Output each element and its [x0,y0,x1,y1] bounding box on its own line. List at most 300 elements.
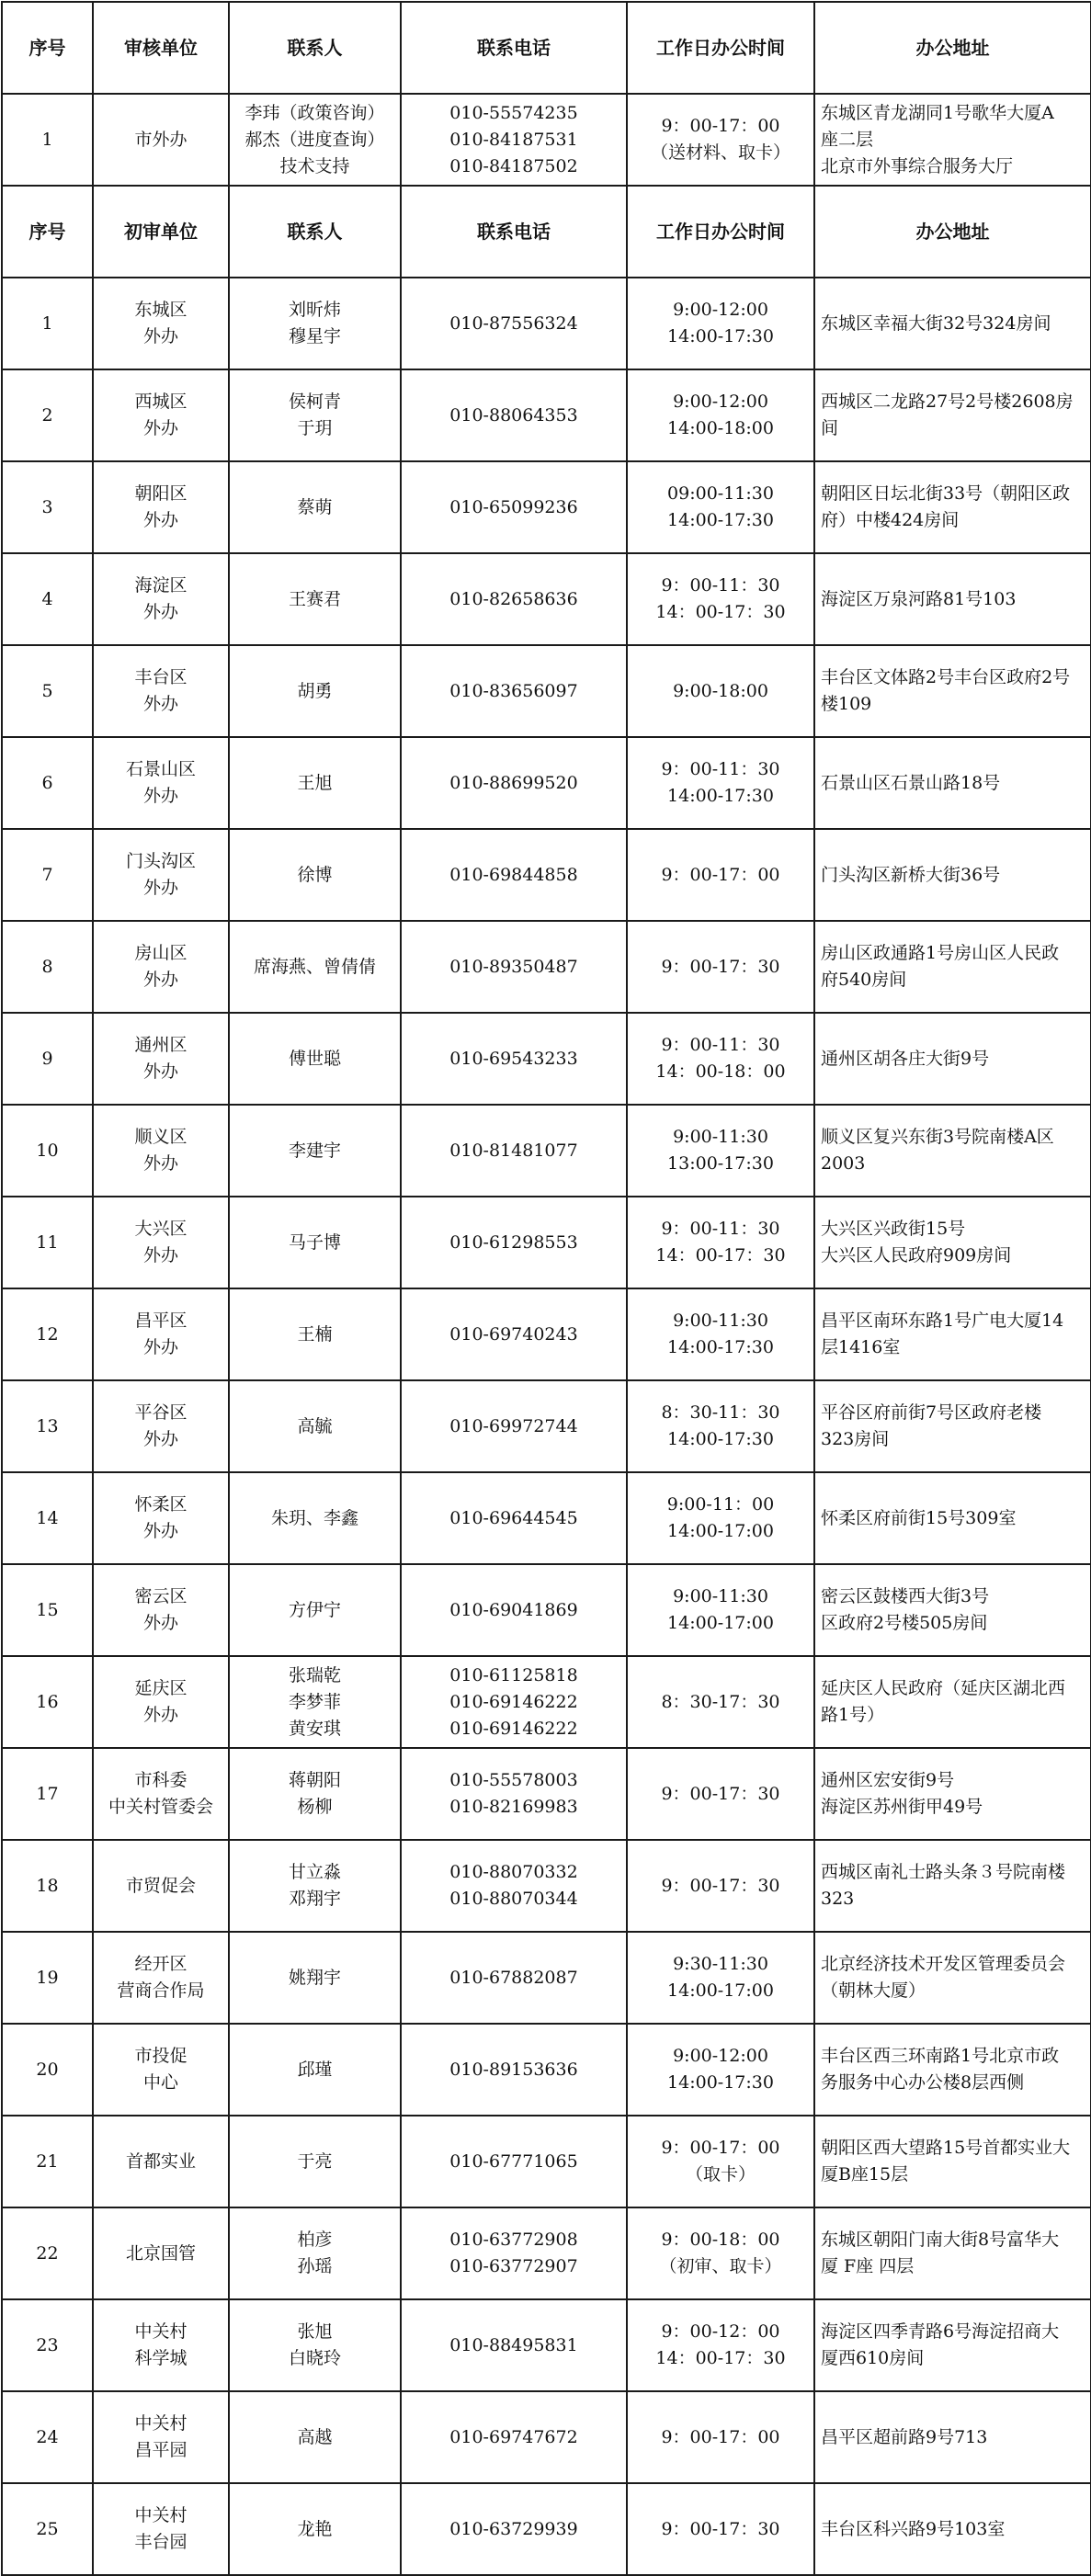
hours-line: 9：00-17：30 [661,1875,780,1896]
header-contact: 联系人 [229,2,401,94]
cell-unit [93,645,229,737]
cell-unit [93,2207,229,2299]
hours-line: 14:00-17:00 [667,1613,774,1633]
cell-unit [93,1380,229,1472]
address-line: 丰台区西三环南路1号北京市政 [821,2046,1060,2066]
table-row [2,737,1091,829]
cell-unit [93,369,229,461]
cell-phones [401,1472,627,1564]
hours-line: 14:00-17:30 [667,510,774,530]
phone-line: 010-63729939 [449,2518,578,2539]
table-row [2,1472,1091,1564]
cell-phones [401,1197,627,1288]
cell-contacts [229,2483,401,2575]
cell-contacts [229,1932,401,2024]
contact-line: 王旭 [297,772,333,793]
unit-line: 外办 [142,1705,178,1725]
cell-unit [93,1564,229,1656]
phone-line: 010-67882087 [449,1967,578,1988]
header-no: 序号 [2,2,93,94]
cell-phones [401,1656,627,1748]
contact-line: 朱玥、李鑫 [270,1507,358,1528]
contact-line: 方伊宁 [288,1599,341,1620]
cell-phones [401,1748,627,1840]
cell-contacts [229,1105,401,1197]
address-line: 昌平区南环东路1号广电大厦14 [821,1311,1064,1331]
unit-line: 外办 [142,878,178,898]
cell-no: 13 [2,1380,93,1472]
address-line: 府540房间 [821,970,907,990]
contact-line: 王赛君 [288,588,341,609]
unit-line: 外办 [142,694,178,714]
hours-line: 14:00-17:00 [667,1521,774,1541]
unit-line: 市外办 [134,129,188,150]
unit-line: 外办 [142,602,178,622]
cell-phones [401,645,627,737]
cell-address [814,829,1091,921]
contact-line: 张瑞乾 [288,1664,341,1685]
phone-line: 010-69844858 [449,864,578,885]
cell-address [814,2116,1091,2207]
cell-hours [627,1748,814,1840]
cell-phones [401,1013,627,1105]
table-row [2,1656,1091,1748]
contact-line: 郝杰（进度查询） [244,129,385,150]
cell-hours [627,2207,814,2299]
hours-line: 9：00-18：00 [661,2230,780,2250]
hours-line: 9:30-11:30 [673,1954,768,1974]
header-address: 办公地址 [814,186,1091,278]
phone-line: 010-69543233 [449,1048,578,1069]
cell-contacts [229,1748,401,1840]
cell-address [814,1932,1091,2024]
header-no: 序号 [2,186,93,278]
unit-line: 昌平区 [134,1311,188,1331]
cell-phones [401,2207,627,2299]
unit-line: 通州区 [134,1035,188,1055]
cell-unit [93,2299,229,2391]
cell-hours [627,645,814,737]
table-row [2,2391,1091,2483]
cell-unit [93,1197,229,1288]
cell-phones [401,369,627,461]
cell-unit [93,461,229,553]
cell-unit [93,1013,229,1105]
address-line: 通州区宏安街9号 [821,1770,955,1790]
unit-line: 科学城 [134,2348,188,2368]
address-line: 座二层 [821,129,874,150]
address-line: 门头沟区新桥大街36号 [821,864,1001,885]
cell-hours [627,1472,814,1564]
hours-line: 9:00-11：00 [666,1494,775,1515]
contact-line: 穆星宇 [288,326,341,346]
address-line: 西城区二龙路27号2号楼2608房 [821,392,1074,412]
unit-line: 中心 [142,2072,178,2093]
cell-unit [93,737,229,829]
cell-contacts [229,2299,401,2391]
cell-address [814,1105,1091,1197]
cell-phones [401,2024,627,2116]
table-row [2,1840,1091,1932]
cell-unit [93,2483,229,2575]
contact-line: 李建宇 [288,1140,341,1161]
unit-line: 房山区 [134,943,188,963]
cell-address [814,2299,1091,2391]
phone-line: 010-61125818 [449,1664,578,1685]
cell-no: 11 [2,1197,93,1288]
cell-hours [627,2483,814,2575]
phone-line: 010-81481077 [449,1140,578,1161]
contact-line: 马子博 [288,1231,341,1253]
cell-no: 6 [2,737,93,829]
address-line: 层1416室 [821,1337,901,1357]
phone-line: 010-83656097 [449,680,578,701]
cell-unit [93,1840,229,1932]
cell-contacts [229,1013,401,1105]
cell-address [814,1748,1091,1840]
contact-line: 杨柳 [297,1797,333,1817]
contact-table [1,1,1091,2576]
address-line: 朝阳区西大望路15号首都实业大 [821,2138,1071,2158]
address-line: 厦 F座 四层 [821,2256,915,2276]
contact-line: 姚翔宇 [288,1967,341,1988]
cell-phones [401,2299,627,2391]
cell-contacts [229,461,401,553]
table-row [2,921,1091,1013]
table-row [2,645,1091,737]
hours-line: 9：00-17：00 [661,116,780,136]
address-line: 厦西610房间 [821,2348,925,2368]
address-line: 房山区政通路1号房山区人民政 [821,943,1060,963]
address-line: 323 [821,1889,855,1909]
hours-line: 14:00-17:30 [667,1337,774,1357]
cell-phones [401,737,627,829]
phone-line: 010-69146222 [449,1718,578,1739]
table-row [2,2299,1091,2391]
unit-line: 外办 [142,1613,178,1633]
table-row [2,1380,1091,1472]
cell-hours [627,1105,814,1197]
phone-line: 010-69146222 [449,1691,578,1712]
table-row [2,2207,1091,2299]
phone-line: 010-63772908 [449,2230,578,2250]
cell-no: 22 [2,2207,93,2299]
table-row [2,1564,1091,1656]
cell-contacts [229,369,401,461]
phone-line: 010-82169983 [449,1797,578,1817]
cell-hours [627,1013,814,1105]
contact-line: 白晓玲 [288,2348,341,2368]
header-contact: 联系人 [229,186,401,278]
unit-line: 市科委 [134,1770,188,1790]
cell-no: 16 [2,1656,93,1748]
cell-contacts [229,2024,401,2116]
contact-line: 席海燕、曾倩倩 [253,956,376,977]
cell-phones [401,2391,627,2483]
unit-line: 市投促 [134,2046,188,2066]
cell-unit [93,1656,229,1748]
cell-no: 2 [2,369,93,461]
cell-hours [627,553,814,645]
phone-line: 010-89153636 [449,2059,578,2080]
cell-address [814,1288,1091,1380]
cell-hours [627,1288,814,1380]
cell-contacts [229,2207,401,2299]
cell-contacts [229,94,401,186]
cell-contacts [229,1472,401,1564]
address-line: （朝林大厦） [821,1980,926,2001]
contact-line: 侯柯青 [288,392,341,412]
header-phone: 联系电话 [401,186,627,278]
cell-contacts [229,1197,401,1288]
cell-no: 1 [2,278,93,369]
cell-unit [93,921,229,1013]
hours-line: 9：00-17：00 [661,2426,780,2447]
address-line: 北京经济技术开发区管理委员会 [821,1954,1066,1974]
address-line: 海淀区四季青路6号海淀招商大 [821,2321,1060,2342]
cell-hours [627,1656,814,1748]
cell-hours [627,1840,814,1932]
hours-line: 9:00-12:00 [673,300,768,320]
unit-line: 外办 [142,1429,178,1449]
cell-hours [627,737,814,829]
unit-line: 西城区 [134,392,188,412]
phone-line: 010-82658636 [449,588,578,609]
cell-phones [401,278,627,369]
hours-line: 14：00-17：30 [655,602,786,622]
hours-line: 9：00-17：30 [661,2518,780,2539]
cell-no: 10 [2,1105,93,1197]
unit-line: 外办 [142,1061,178,1082]
address-line: 西城区南礼士路头条３号院南楼 [821,1862,1066,1882]
unit-line: 石景山区 [125,759,196,779]
cell-address [814,2391,1091,2483]
address-line: 顺义区复兴东街3号院南楼A区 [821,1127,1054,1147]
hours-line: 14:00-17:00 [667,1980,774,2001]
phone-line: 010-88070332 [449,1862,578,1882]
address-line: 密云区鼓楼西大街3号 [821,1586,990,1606]
table-row [2,1932,1091,2024]
hours-line: 14:00-17:30 [667,326,774,346]
unit-line: 怀柔区 [134,1494,188,1515]
cell-hours [627,829,814,921]
cell-address [814,2483,1091,2575]
contact-line: 胡勇 [297,680,333,701]
unit-line: 顺义区 [134,1127,188,1147]
phone-line: 010-61298553 [449,1231,578,1253]
hours-line: 14：00-17：30 [655,1245,786,1265]
contact-line: 高毓 [297,1415,333,1436]
contact-line: 邱瑾 [297,2059,333,2080]
cell-phones [401,1380,627,1472]
address-line: 朝阳区日坛北街33号（朝阳区政 [821,483,1071,504]
hours-line: （送材料、取卡） [650,142,790,163]
cell-no: 23 [2,2299,93,2391]
unit-line: 海淀区 [134,575,188,596]
cell-address [814,1380,1091,1472]
cell-address [814,2024,1091,2116]
cell-hours [627,1380,814,1472]
cell-contacts [229,921,401,1013]
hours-line: 8：30-17：30 [661,1691,780,1712]
cell-contacts [229,1288,401,1380]
table-row [2,278,1091,369]
cell-hours [627,2391,814,2483]
cell-phones [401,553,627,645]
unit-line: 中关村 [134,2413,188,2434]
table-row [2,461,1091,553]
cell-address [814,1472,1091,1564]
cell-unit [93,829,229,921]
hours-line: 13:00-17:30 [667,1153,774,1174]
cell-contacts [229,1840,401,1932]
unit-line: 外办 [142,418,178,438]
hours-line: 9:00-18:00 [673,680,768,701]
hours-line: 9:00-11:30 [673,1127,768,1147]
contact-line: 高越 [297,2426,333,2447]
cell-unit [93,1472,229,1564]
hours-line: 9：00-11：30 [661,575,780,596]
address-line: 怀柔区府前街15号309室 [821,1507,1017,1528]
unit-line: 外办 [142,1245,178,1265]
cell-contacts [229,278,401,369]
contact-line: 孙瑶 [297,2256,333,2276]
cell-contacts [229,645,401,737]
cell-hours [627,1932,814,2024]
header-unit: 初审单位 [93,186,229,278]
address-line: 海淀区万泉河路81号103 [821,588,1017,609]
hours-line: 14:00-17:30 [667,2072,774,2093]
hours-line: 8：30-11：30 [661,1402,780,1423]
cell-phones [401,461,627,553]
address-line: 区政府2号楼505房间 [821,1613,988,1633]
unit-line: 外办 [142,1337,178,1357]
address-line: 丰台区文体路2号丰台区政府2号 [821,667,1071,687]
cell-no: 5 [2,645,93,737]
address-line: 石景山区石景山路18号 [821,772,1001,793]
address-line: 大兴区人民政府909房间 [821,1245,1012,1265]
unit-line: 经开区 [134,1954,188,1974]
hours-line: 9：00-12：00 [661,2321,780,2342]
address-line: 路1号） [821,1705,885,1725]
cell-address [814,94,1091,186]
contact-line: 黄安琪 [288,1718,341,1739]
hours-line: 14:00-18:00 [667,418,774,438]
table-row [2,2024,1091,2116]
cell-no: 7 [2,829,93,921]
cell-unit [93,1748,229,1840]
cell-phones [401,94,627,186]
cell-hours [627,2024,814,2116]
hours-line: 09:00-11:30 [667,483,774,504]
address-line: 丰台区科兴路9号103室 [821,2518,1006,2539]
table-row [2,1288,1091,1380]
hours-line: 9:00-12:00 [673,2046,768,2066]
unit-line: 营商合作局 [117,1980,205,2001]
cell-no: 21 [2,2116,93,2207]
contact-line: 李梦菲 [288,1691,341,1712]
hours-line: 9：00-17：00 [661,864,780,885]
contact-line: 傅世聪 [288,1048,341,1069]
phone-line: 010-69740243 [449,1323,578,1345]
cell-phones [401,2116,627,2207]
hours-line: 14:00-17:30 [667,786,774,806]
cell-no: 8 [2,921,93,1013]
contact-line: 柏彦 [297,2230,333,2250]
contact-line: 蒋朝阳 [288,1770,341,1790]
unit-line: 朝阳区 [134,483,188,504]
cell-contacts [229,2116,401,2207]
address-line: 延庆区人民政府（延庆区湖北西 [821,1678,1066,1698]
cell-unit [93,1105,229,1197]
address-line: 东城区幸福大街32号324房间 [821,312,1051,334]
contact-line: 于亮 [297,2150,333,2172]
unit-line: 平谷区 [134,1402,188,1423]
cell-unit [93,278,229,369]
phone-line: 010-87556324 [449,312,578,334]
cell-address [814,461,1091,553]
unit-line: 中关村管委会 [108,1797,213,1817]
cell-address [814,369,1091,461]
cell-address [814,1656,1091,1748]
cell-address [814,2207,1091,2299]
cell-phones [401,2483,627,2575]
table-row [2,2116,1091,2207]
address-line: 2003 [821,1153,866,1174]
cell-address [814,921,1091,1013]
cell-unit [93,2391,229,2483]
address-line: 厦B座15层 [821,2164,909,2184]
cell-unit [93,2024,229,2116]
phone-line: 010-84187502 [449,155,578,176]
header-hours: 工作日办公时间 [627,2,814,94]
contact-line: 龙艳 [297,2518,333,2539]
cell-no: 17 [2,1748,93,1840]
address-line: 间 [821,418,839,438]
cell-no: 20 [2,2024,93,2116]
address-line: 大兴区兴政街15号 [821,1219,966,1239]
cell-no: 14 [2,1472,93,1564]
table-row [2,2483,1091,2575]
cell-contacts [229,1656,401,1748]
contact-line: 李玮（政策咨询） [244,102,385,123]
cell-no: 19 [2,1932,93,2024]
table-row [2,1197,1091,1288]
address-line: 务服务中心办公楼8层西侧 [821,2072,1025,2093]
cell-contacts [229,829,401,921]
cell-phones [401,1564,627,1656]
table-row [2,1105,1091,1197]
cell-no: 24 [2,2391,93,2483]
cell-contacts [229,1380,401,1472]
hours-line: 9：00-11：30 [661,1035,780,1055]
phone-line: 010-69041869 [449,1599,578,1620]
address-line: 昌平区超前路9号713 [821,2426,988,2447]
hours-line: （初审、取卡） [659,2256,782,2276]
cell-address [814,278,1091,369]
cell-hours [627,461,814,553]
cell-no: 4 [2,553,93,645]
unit-line: 外办 [142,510,178,530]
cell-hours [627,369,814,461]
contact-line: 徐博 [297,864,333,885]
phone-line: 010-55574235 [449,102,578,123]
cell-hours [627,1197,814,1288]
cell-no: 3 [2,461,93,553]
contact-line: 刘昕炜 [288,300,341,320]
cell-no: 12 [2,1288,93,1380]
phone-line: 010-55578003 [449,1770,578,1790]
